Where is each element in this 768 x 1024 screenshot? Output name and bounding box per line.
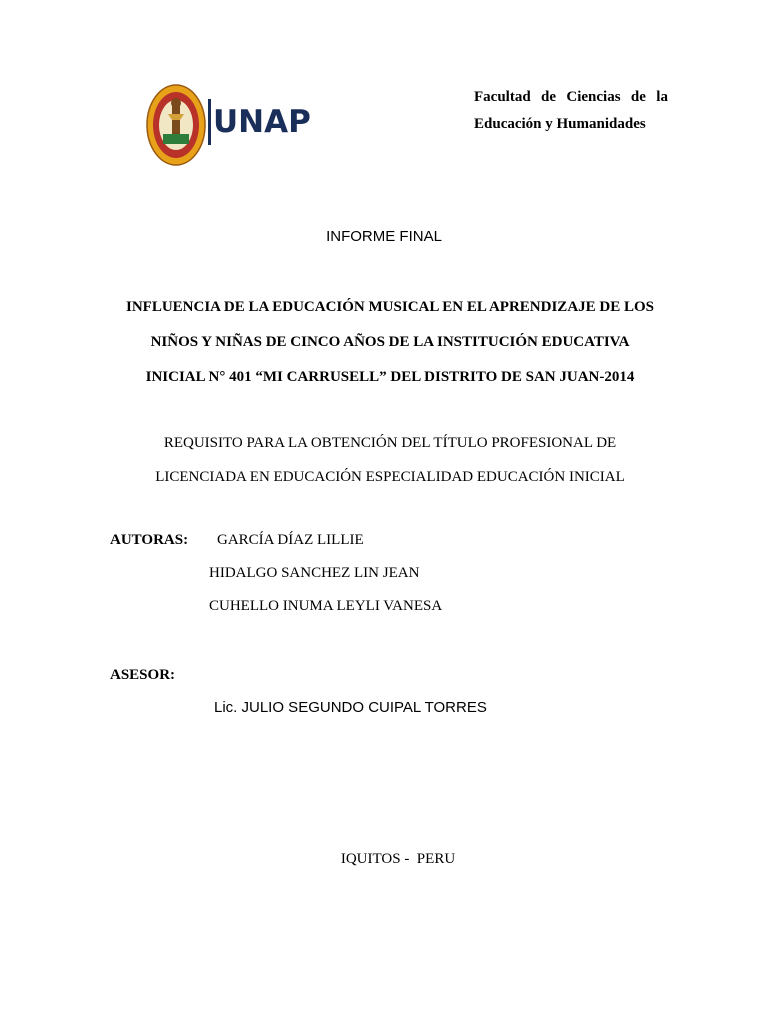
- place: IQUITOS - PERU: [340, 851, 456, 867]
- title-line: NIÑOS Y NIÑAS DE CINCO AÑOS DE LA INSTITUCIÓN EDUCATIVA: [150, 334, 630, 350]
- degree-requirement: [100, 426, 680, 494]
- logo-divider: [208, 99, 211, 145]
- author-name: CUHELLO INUMA LEYLI VANESA: [209, 598, 443, 614]
- requirement-line: LICENCIADA EN EDUCACIÓN ESPECIALIDAD EDUCACIÓN INICIAL: [155, 469, 625, 485]
- author-name: GARCÍA DÍAZ LILLIE: [217, 532, 364, 548]
- faculty-line-2: Educación y Humanidades: [474, 116, 646, 132]
- title-line: INICIAL N° 401 “MI CARRUSELL” DEL DISTRITO DE SAN JUAN-2014: [145, 369, 635, 385]
- authors-label: AUTORAS:: [110, 532, 189, 548]
- faculty-name: [474, 84, 668, 138]
- unap-logo-text: UNAP: [213, 104, 311, 140]
- thesis-title: [100, 290, 680, 395]
- advisor-name: Lic. JULIO SEGUNDO CUIPAL TORRES: [214, 699, 487, 716]
- author-name: HIDALGO SANCHEZ LIN JEAN: [209, 565, 420, 581]
- requirement-line: REQUISITO PARA LA OBTENCIÓN DEL TÍTULO PROFESIONAL DE: [163, 435, 617, 451]
- title-line: INFLUENCIA DE LA EDUCACIÓN MUSICAL EN EL APRENDIZAJE DE LOS: [125, 299, 655, 315]
- report-type: INFORME FINAL: [326, 228, 442, 245]
- advisor-label: ASESOR:: [110, 667, 176, 683]
- faculty-line-1: Facultad de Ciencias de la: [474, 89, 668, 105]
- university-seal-logo: [146, 84, 206, 166]
